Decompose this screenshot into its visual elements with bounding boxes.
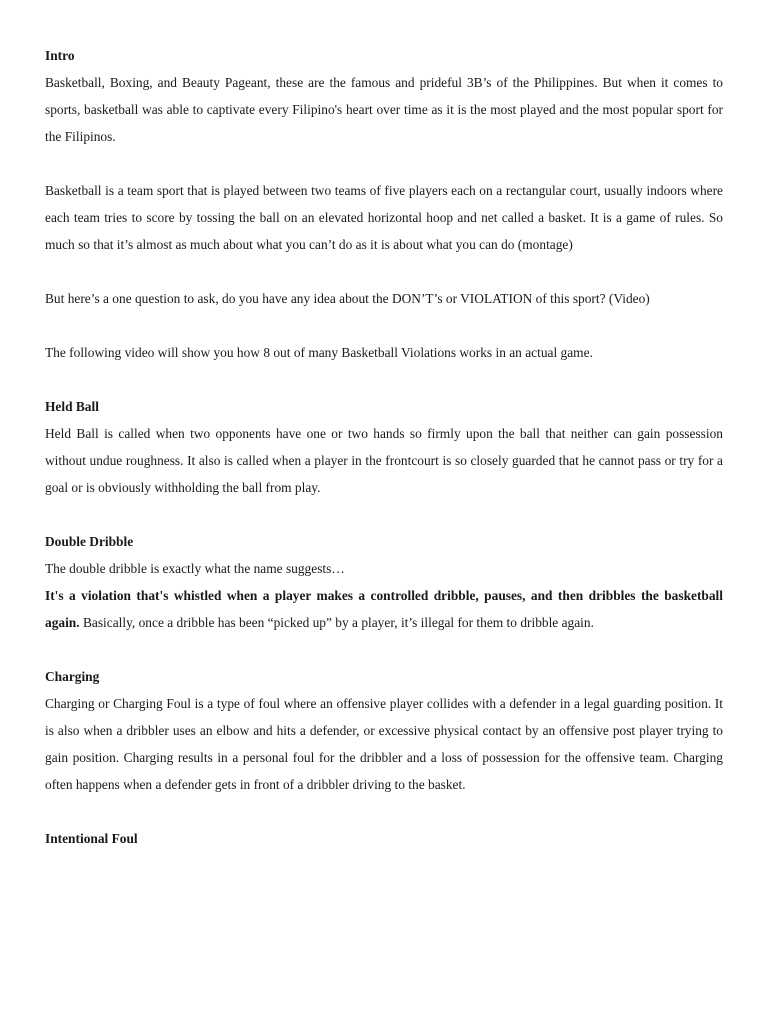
charging-paragraph: Charging or Charging Foul is a type of foul where an offensive player collides with a defender in a legal guarding position. It is also when a dribbler uses an elbow and hits a defender, or excessive physical contact by an offensive post player trying to gain position. Charging results in a personal foul for the dribbler and a loss of possession for the offensive team. Charging often happens when a defender gets in front of a dribbler driving to the basket. [45, 696, 723, 792]
intro-paragraph-4: The following video will show you how 8 out of many Basketball Violations works in an actual game. [45, 345, 593, 360]
charging-heading: Charging [45, 669, 100, 684]
held-ball-heading: Held Ball [45, 399, 99, 414]
intro-paragraph-3: But here’s a one question to ask, do you have any idea about the DON’T’s or VIOLATION of this sport? (Video) [45, 291, 650, 306]
double-dribble-bold-text: It's a violation that's whistled when a player makes a controlled dribble, pauses, and then dribbles the basketball again. [45, 588, 723, 630]
intro-heading: Intro [45, 48, 75, 63]
double-dribble-rest-text: Basically, once a dribble has been “picked up” by a player, it’s illegal for them to dribble again. [79, 615, 594, 630]
double-dribble-heading: Double Dribble [45, 534, 134, 549]
document-page [45, 42, 723, 852]
held-ball-paragraph: Held Ball is called when two opponents have one or two hands so firmly upon the ball that neither can gain possession without undue roughness. It also is called when a player in the frontcourt is so closely guarded that he cannot pass or try for a goal or is obviously withholding the ball from play. [45, 426, 723, 495]
intro-paragraph-2: Basketball is a team sport that is played between two teams of five players each on a rectangular court, usually indoors where each team tries to score by tossing the ball on an elevated horizontal hoop and net called a basket. It is a game of rules. So much so that it’s almost as much about what you can’t do as it is about what you can do (montage) [45, 183, 723, 252]
double-dribble-paragraph [45, 582, 723, 636]
intentional-foul-heading: Intentional Foul [45, 831, 138, 846]
intro-paragraph-1: Basketball, Boxing, and Beauty Pageant, these are the famous and prideful 3B’s of the Philippines. But when it comes to sports, basketball was able to captivate every Filipino's heart over time as it is the most played and the most popular sport for the Filipinos. [45, 75, 723, 144]
double-dribble-line: The double dribble is exactly what the name suggests… [45, 561, 345, 576]
